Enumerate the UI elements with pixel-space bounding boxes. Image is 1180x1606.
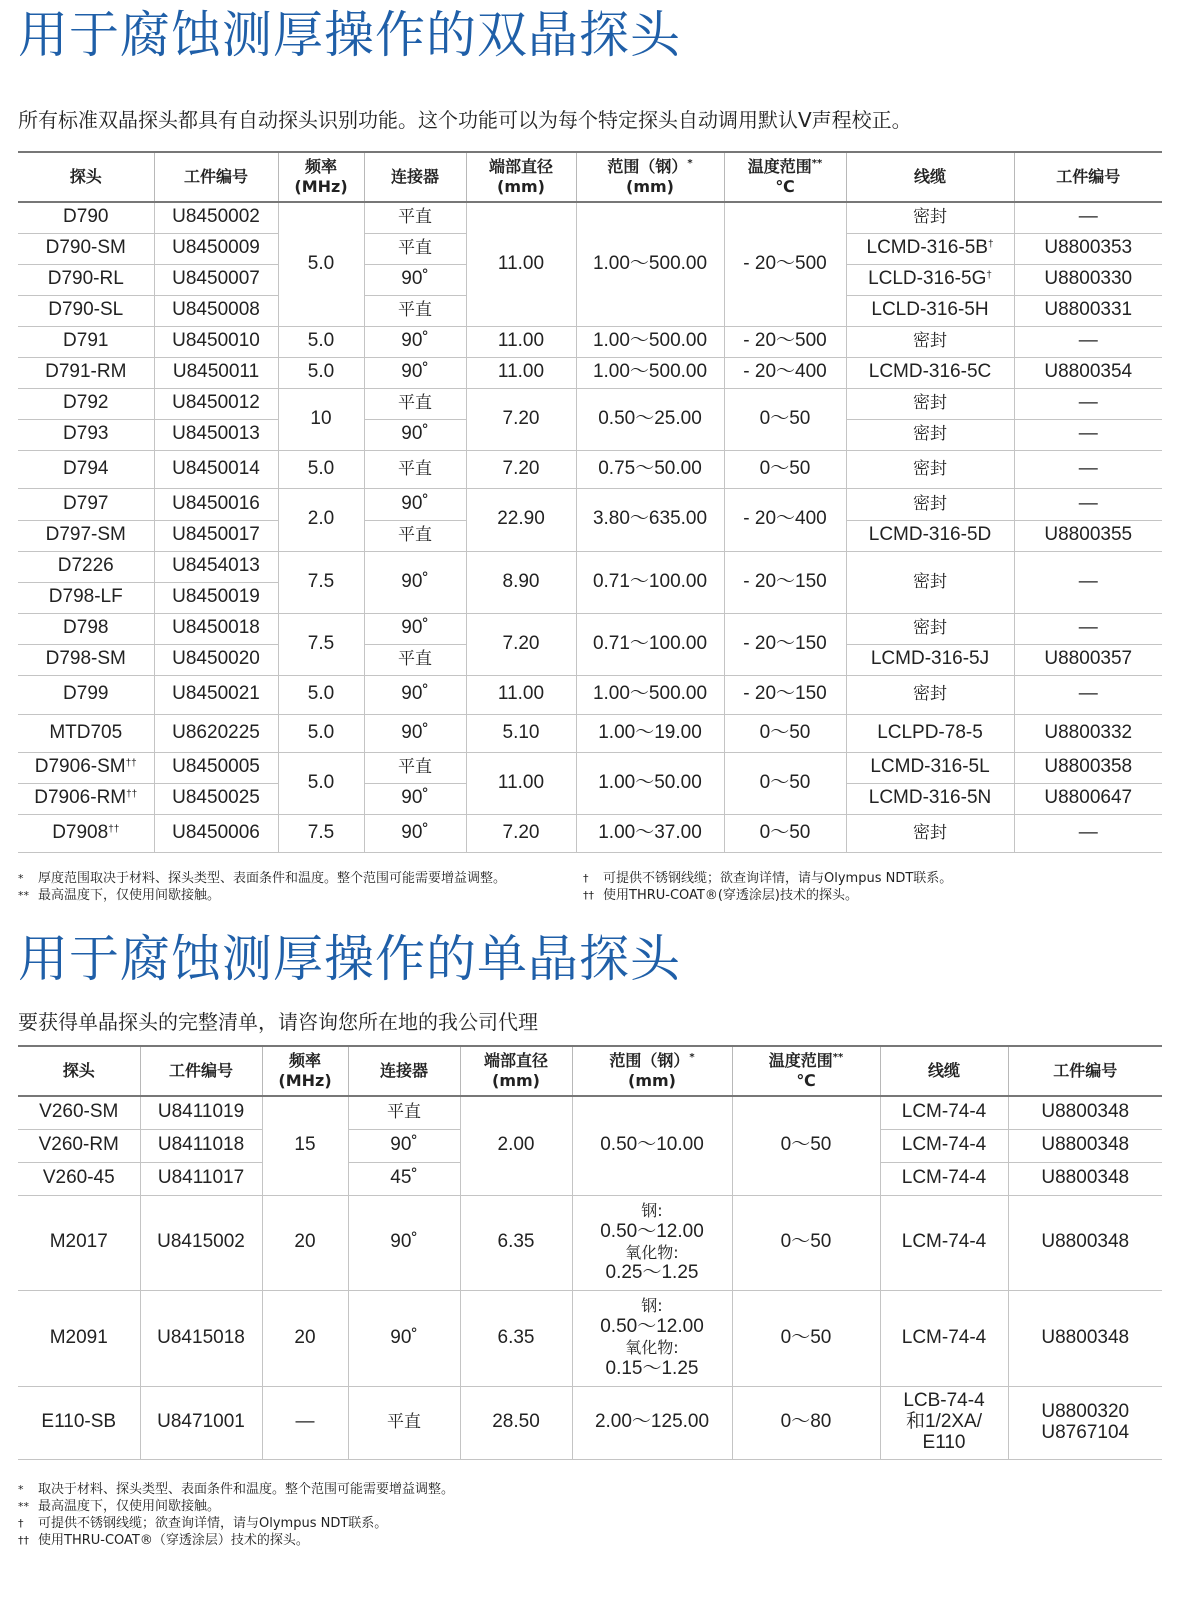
table-row [18,814,1162,852]
temp-cell: - 20～400 [724,357,846,388]
temp-cell: - 20～400 [724,488,846,551]
tip-cell: 28.50 [460,1386,572,1459]
freq-cell: 5.0 [278,202,364,326]
cable-cell: 密封 [846,814,1014,852]
cable-part-cell: — [1014,675,1162,714]
part-cell: U8450025 [154,783,278,814]
range-cell: 0.50～10.00 [572,1096,732,1195]
dual-probe-notes-right [583,870,1143,904]
col-range: 范围（钢）* (mm) [572,1046,732,1096]
cable-cell: LCM-74-4 [880,1162,1008,1195]
temp-cell: 0～50 [724,814,846,852]
cable-cell: 密封 [846,326,1014,357]
part-cell: U8450016 [154,488,278,520]
col-cable-part-no: 工件编号 [1008,1046,1162,1096]
cable-part-cell: U8800332 [1014,714,1162,752]
part-cell: U8411019 [140,1096,262,1129]
probe-cell: D797 [18,488,154,520]
connector-cell: 45˚ [348,1162,460,1195]
cable-part-cell: — [1014,202,1162,233]
cable-cell: 密封 [846,675,1014,714]
range-cell: 0.50～25.00 [576,388,724,450]
probe-cell: D793 [18,419,154,450]
cable-cell: LCM-74-4 [880,1129,1008,1162]
probe-cell: D790-SL [18,295,154,326]
range-cell: 1.00～19.00 [576,714,724,752]
col-part-no: 工件编号 [154,152,278,202]
cable-part-cell: U8800354 [1014,357,1162,388]
table-row [18,675,1162,714]
table-row [18,551,1162,582]
cable-cell: LCLPD-78-5 [846,714,1014,752]
footnote: ** 最高温度下，仅使用间歇接触。 [18,888,221,903]
part-cell: U8450008 [154,295,278,326]
table-row [18,450,1162,488]
probe-cell: D798 [18,613,154,644]
part-cell: U8450011 [154,357,278,388]
range-cell: 1.00～500.00 [576,357,724,388]
part-cell: U8450006 [154,814,278,852]
cable-cell: 密封 [846,613,1014,644]
probe-cell: D790 [18,202,154,233]
range-cell: 1.00～500.00 [576,202,724,326]
connector-cell: 平直 [348,1386,460,1459]
table-row [18,1195,1162,1290]
cable-part-cell: — [1014,419,1162,450]
connector-cell: 平直 [364,450,466,488]
cable-cell: 密封 [846,488,1014,520]
tip-cell: 6.35 [460,1195,572,1290]
freq-cell: 5.0 [278,675,364,714]
connector-cell: 90˚ [364,326,466,357]
connector-cell: 90˚ [364,613,466,644]
dual-probe-table [18,151,1162,853]
cable-cell: LCM-74-4 [880,1096,1008,1129]
cable-cell: LCB-74-4 和1/2XA/ E110 [880,1386,1008,1459]
part-cell: U8620225 [154,714,278,752]
cable-cell: 密封 [846,450,1014,488]
freq-cell: 5.0 [278,450,364,488]
footnote: * 取决于材料、探头类型、表面条件和温度。整个范围可能需要增益调整。 [18,1482,455,1497]
single-probe-notes [18,1481,1158,1549]
connector-cell: 90˚ [364,419,466,450]
cable-cell: 密封 [846,202,1014,233]
tip-cell: 7.20 [466,450,576,488]
col-cable: 线缆 [846,152,1014,202]
single-probe-table [18,1045,1162,1460]
connector-cell: 90˚ [364,357,466,388]
dual-probe-notes-left [18,870,563,904]
part-cell: U8415018 [140,1290,262,1386]
temp-cell: 0～50 [724,714,846,752]
cable-part-cell: U8800357 [1014,644,1162,675]
cable-part-cell: U8800353 [1014,233,1162,264]
freq-cell: 7.5 [278,551,364,613]
cable-cell: LCM-74-4 [880,1195,1008,1290]
connector-cell: 平直 [364,520,466,551]
range-cell: 3.80～635.00 [576,488,724,551]
cable-part-cell: U8800348 [1008,1129,1162,1162]
table-row [18,202,1162,233]
temp-cell: - 20～150 [724,675,846,714]
temp-cell: - 20～150 [724,613,846,675]
cable-cell: LCLD-316-5G† [846,264,1014,295]
tip-cell: 11.00 [466,752,576,814]
col-frequency: 频率 (MHz) [278,152,364,202]
probe-cell: M2017 [18,1195,140,1290]
table-row [18,326,1162,357]
connector-cell: 平直 [348,1096,460,1129]
table-row [18,388,1162,419]
part-cell: U8450018 [154,613,278,644]
col-tip-diameter: 端部直径 (mm) [466,152,576,202]
tip-cell: 7.20 [466,388,576,450]
col-connector: 连接器 [364,152,466,202]
cable-cell: LCMD-316-5N [846,783,1014,814]
cable-part-cell: U8800331 [1014,295,1162,326]
probe-cell: M2091 [18,1290,140,1386]
part-cell: U8454013 [154,551,278,582]
range-cell: 1.00～50.00 [576,752,724,814]
probe-cell: E110-SB [18,1386,140,1459]
cable-part-cell: U8800330 [1014,264,1162,295]
probe-cell: D7908†† [18,814,154,852]
probe-cell: D797-SM [18,520,154,551]
connector-cell: 平直 [364,233,466,264]
footnote: †† 使用THRU-COAT®（穿透涂层）技术的探头。 [18,1533,309,1548]
freq-cell: 5.0 [278,714,364,752]
range-cell: 1.00～37.00 [576,814,724,852]
cable-part-cell: — [1014,551,1162,613]
part-cell: U8450012 [154,388,278,419]
cable-part-cell: — [1014,326,1162,357]
col-frequency: 频率 (MHz) [262,1046,348,1096]
temp-cell: - 20～150 [724,551,846,613]
cable-part-cell: — [1014,814,1162,852]
table-row [18,752,1162,783]
freq-cell: — [262,1386,348,1459]
cable-part-cell: U8800647 [1014,783,1162,814]
col-temperature: 温度范围** ℃ [732,1046,880,1096]
cable-cell: LCMD-316-5L [846,752,1014,783]
cable-cell: 密封 [846,388,1014,419]
temp-cell: 0～50 [724,388,846,450]
probe-cell: D799 [18,675,154,714]
footnote: †† 使用THRU-COAT®(穿透涂层)技术的探头。 [583,888,859,903]
part-cell: U8411018 [140,1129,262,1162]
part-cell: U8450020 [154,644,278,675]
footnote: ** 最高温度下，仅使用间歇接触。 [18,1499,221,1514]
range-cell: 0.75～50.00 [576,450,724,488]
range-cell: 钢: 0.50～12.00 氧化物: 0.15～1.25 [572,1290,732,1386]
temp-cell: 0～50 [724,752,846,814]
freq-cell: 10 [278,388,364,450]
tip-cell: 11.00 [466,675,576,714]
connector-cell: 90˚ [348,1195,460,1290]
probe-cell: D7226 [18,551,154,582]
connector-cell: 平直 [364,752,466,783]
part-cell: U8471001 [140,1386,262,1459]
probe-cell: D798-SM [18,644,154,675]
cable-cell: LCMD-316-5D [846,520,1014,551]
connector-cell: 90˚ [364,783,466,814]
tip-cell: 5.10 [466,714,576,752]
part-cell: U8450005 [154,752,278,783]
table-row [18,488,1162,520]
cable-cell: LCMD-316-5C [846,357,1014,388]
tip-cell: 6.35 [460,1290,572,1386]
part-cell: U8450009 [154,233,278,264]
cable-part-cell: U8800348 [1008,1290,1162,1386]
single-probe-subtitle: 要获得单晶探头的完整清单，请咨询您所在地的我公司代理 [18,1010,538,1034]
connector-cell: 90˚ [364,551,466,613]
part-cell: U8450017 [154,520,278,551]
connector-cell: 90˚ [348,1129,460,1162]
part-cell: U8450007 [154,264,278,295]
col-temperature: 温度范围** ℃ [724,152,846,202]
tip-cell: 11.00 [466,326,576,357]
probe-cell: D791 [18,326,154,357]
col-range: 范围（钢）* (mm) [576,152,724,202]
connector-cell: 90˚ [364,488,466,520]
table-row [18,613,1162,644]
footnote: † 可提供不锈钢线缆；欲查询详情，请与Olympus NDT联系。 [18,1516,388,1531]
connector-cell: 90˚ [364,264,466,295]
freq-cell: 5.0 [278,357,364,388]
range-cell: 1.00～500.00 [576,326,724,357]
tip-cell: 11.00 [466,357,576,388]
freq-cell: 15 [262,1096,348,1195]
cable-cell: LCM-74-4 [880,1290,1008,1386]
cable-part-cell: U8800320 U8767104 [1008,1386,1162,1459]
cable-cell: 密封 [846,419,1014,450]
probe-cell: D790-RL [18,264,154,295]
connector-cell: 平直 [364,644,466,675]
probe-cell: D791-RM [18,357,154,388]
part-cell: U8450019 [154,582,278,613]
table-row [18,1096,1162,1129]
temp-cell: 0～50 [732,1195,880,1290]
part-cell: U8450021 [154,675,278,714]
range-cell: 2.00～125.00 [572,1386,732,1459]
tip-cell: 2.00 [460,1096,572,1195]
part-cell: U8450013 [154,419,278,450]
temp-cell: 0～80 [732,1386,880,1459]
cable-part-cell: — [1014,450,1162,488]
col-tip-diameter: 端部直径 (mm) [460,1046,572,1096]
connector-cell: 平直 [364,388,466,419]
cable-part-cell: — [1014,613,1162,644]
cable-part-cell: U8800355 [1014,520,1162,551]
probe-cell: D798-LF [18,582,154,613]
cable-part-cell: U8800348 [1008,1195,1162,1290]
freq-cell: 5.0 [278,326,364,357]
connector-cell: 90˚ [364,714,466,752]
footnote: * 厚度范围取决于材料、探头类型、表面条件和温度。整个范围可能需要增益调整。 [18,871,507,886]
tip-cell: 11.00 [466,202,576,326]
tip-cell: 8.90 [466,551,576,613]
table-header-row [18,1046,1162,1096]
freq-cell: 5.0 [278,752,364,814]
temp-cell: - 20～500 [724,326,846,357]
part-cell: U8411017 [140,1162,262,1195]
freq-cell: 7.5 [278,814,364,852]
cable-part-cell: U8800348 [1008,1162,1162,1195]
col-part-no: 工件编号 [140,1046,262,1096]
range-cell: 钢: 0.50～12.00 氧化物: 0.25～1.25 [572,1195,732,1290]
col-connector: 连接器 [348,1046,460,1096]
connector-cell: 90˚ [364,814,466,852]
range-cell: 0.71～100.00 [576,551,724,613]
probe-cell: D790-SM [18,233,154,264]
probe-cell: V260-RM [18,1129,140,1162]
single-probe-title: 用于腐蚀测厚操作的单晶探头 [18,930,681,988]
cable-cell: LCMD-316-5B† [846,233,1014,264]
probe-cell: D7906-RM†† [18,783,154,814]
connector-cell: 90˚ [348,1290,460,1386]
freq-cell: 2.0 [278,488,364,551]
dual-probe-subtitle: 所有标准双晶探头都具有自动探头识别功能。这个功能可以为每个特定探头自动调用默认V声程校正。 [18,108,912,132]
connector-cell: 平直 [364,295,466,326]
freq-cell: 20 [262,1195,348,1290]
probe-cell: D7906-SM†† [18,752,154,783]
temp-cell: 0～50 [724,450,846,488]
range-cell: 0.71～100.00 [576,613,724,675]
temp-cell: 0～50 [732,1096,880,1195]
cable-cell: 密封 [846,551,1014,613]
part-cell: U8450002 [154,202,278,233]
cable-cell: LCLD-316-5H [846,295,1014,326]
cable-part-cell: U8800358 [1014,752,1162,783]
cable-cell: LCMD-316-5J [846,644,1014,675]
cable-part-cell: U8800348 [1008,1096,1162,1129]
table-row [18,714,1162,752]
temp-cell: 0～50 [732,1290,880,1386]
part-cell: U8415002 [140,1195,262,1290]
col-probe: 探头 [18,1046,140,1096]
dual-probe-title: 用于腐蚀测厚操作的双晶探头 [18,6,681,64]
range-cell: 1.00～500.00 [576,675,724,714]
footnote: † 可提供不锈钢线缆；欲查询详情，请与Olympus NDT联系。 [583,871,953,886]
probe-cell: D794 [18,450,154,488]
table-row [18,357,1162,388]
freq-cell: 20 [262,1290,348,1386]
tip-cell: 22.90 [466,488,576,551]
temp-cell: - 20～500 [724,202,846,326]
col-cable: 线缆 [880,1046,1008,1096]
freq-cell: 7.5 [278,613,364,675]
cable-part-cell: — [1014,388,1162,419]
tip-cell: 7.20 [466,613,576,675]
probe-cell: V260-45 [18,1162,140,1195]
probe-cell: V260-SM [18,1096,140,1129]
part-cell: U8450010 [154,326,278,357]
connector-cell: 平直 [364,202,466,233]
tip-cell: 7.20 [466,814,576,852]
col-cable-part-no: 工件编号 [1014,152,1162,202]
table-row [18,1290,1162,1386]
cable-part-cell: — [1014,488,1162,520]
table-header-row [18,152,1162,202]
col-probe: 探头 [18,152,154,202]
part-cell: U8450014 [154,450,278,488]
probe-cell: MTD705 [18,714,154,752]
connector-cell: 90˚ [364,675,466,714]
probe-cell: D792 [18,388,154,419]
table-row [18,1386,1162,1459]
